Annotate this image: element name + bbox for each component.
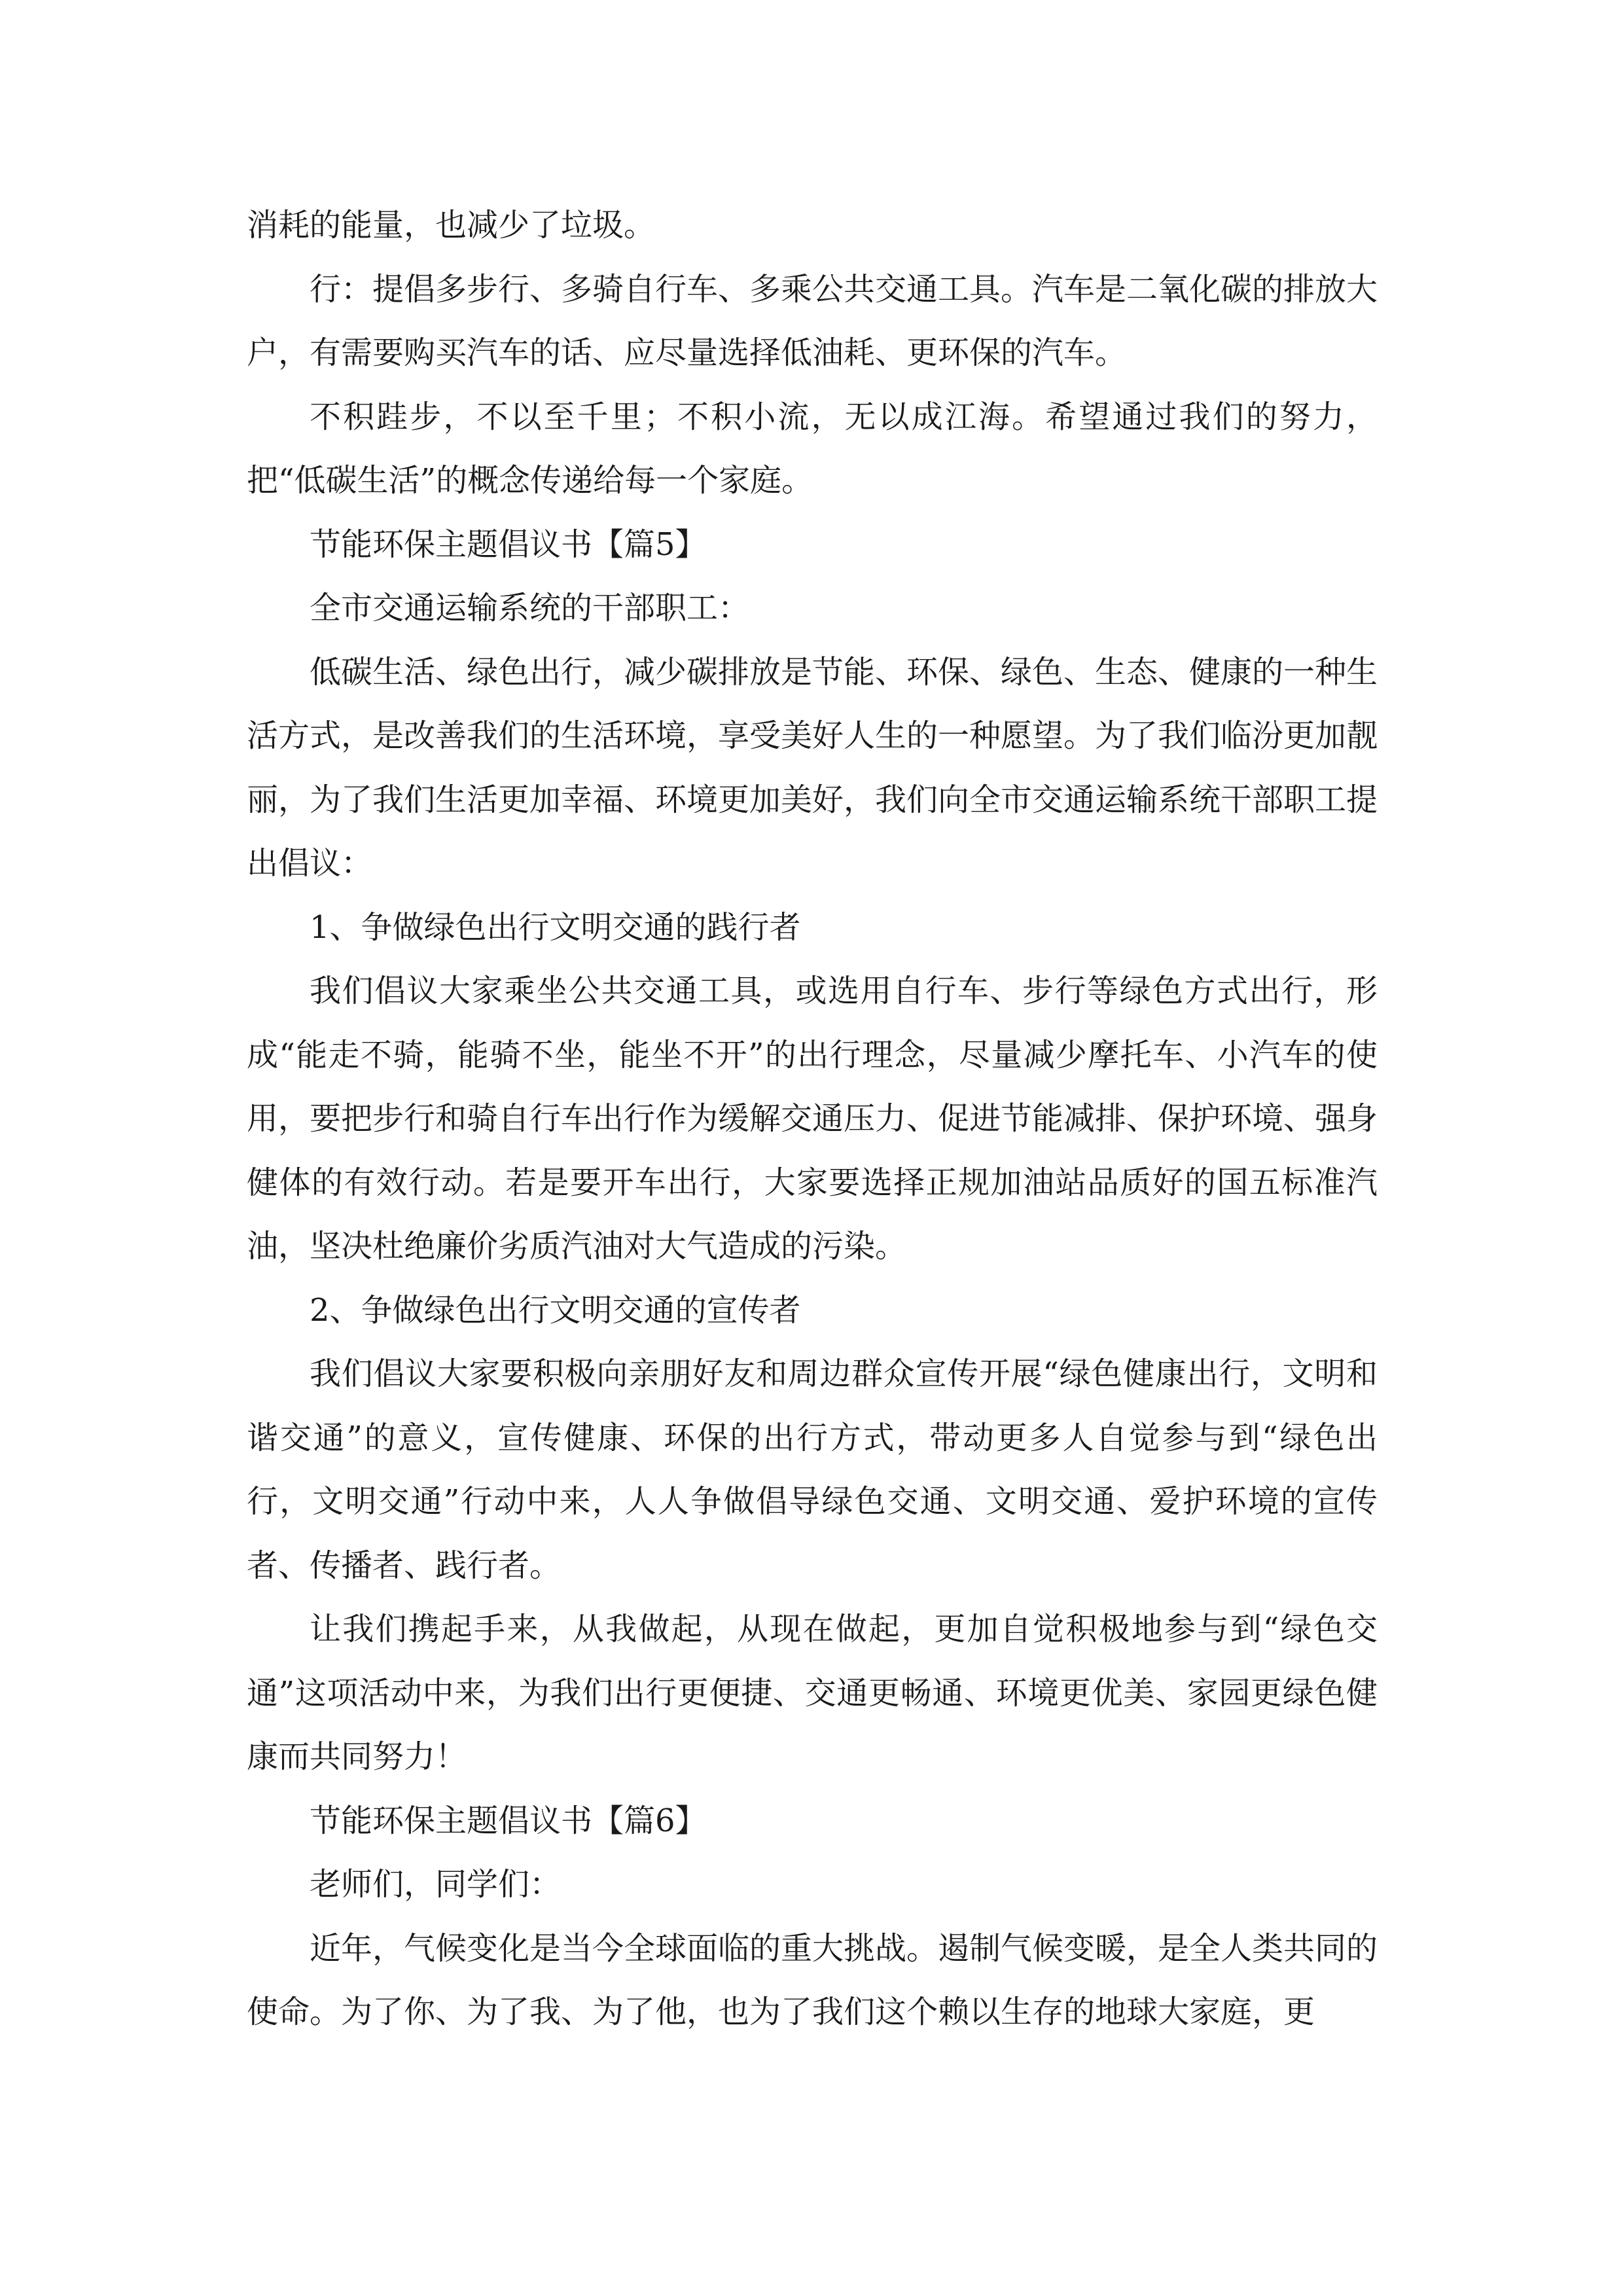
paragraph-continuation: 消耗的能量，也减少了垃圾。 <box>247 207 656 243</box>
salutation-5: 全市交通运输系统的干部职工： <box>310 590 750 626</box>
paragraph-travel: 行：提倡多步行、多骑自行车、多乘公共交通工具。汽车是二氧化碳的排放大户，有需要购买汽车的话、应尽量选择低油耗、更环保的汽车。 <box>247 270 1378 371</box>
section-heading-5: 节能环保主题倡议书【篇5】 <box>310 526 707 563</box>
salutation-6: 老师们，同学们： <box>310 1866 562 1903</box>
document-body <box>247 194 1378 2045</box>
paragraph-proposal-2: 我们倡议大家要积极向亲朋好友和周边群众宣传开展“绿色健康出行，文明和谐交通”的意义，宣传健康、环保的出行方式，带动更多人自觉参与到“绿色出行，文明交通”行动中来，人人争做倡导绿色交通、文明交通、爱护环境的宣传者、传播者、践行者。 <box>247 1355 1378 1584</box>
subheading-1: 1、争做绿色出行文明交通的践行者 <box>310 908 801 946</box>
subheading-2: 2、争做绿色出行文明交通的宣传者 <box>310 1291 801 1329</box>
paragraph-intro-6: 近年，气候变化是当今全球面临的重大挑战。遏制气候变暖，是全人类共同的使命。为了你、为了我、为了他，也为了我们这个赖以生存的地球大家庭，更 <box>247 1929 1378 2030</box>
paragraph-closing-quote: 不积跬步，不以至千里；不积小流，无以成江海。希望通过我们的努力，把“低碳生活”的概念传递给每一个家庭。 <box>247 398 1378 499</box>
paragraph-call-to-action: 让我们携起手来，从我做起，从现在做起，更加自觉积极地参与到“绿色交通”这项活动中来，为我们出行更便捷、交通更畅通、环境更优美、家园更绿色健康而共同努力！ <box>247 1611 1378 1775</box>
section-heading-6: 节能环保主题倡议书【篇6】 <box>310 1802 707 1839</box>
paragraph-proposal-1: 我们倡议大家乘坐公共交通工具，或选用自行车、步行等绿色方式出行，形成“能走不骑，能骑不坐，能坐不开”的出行理念，尽量减少摩托车、小汽车的使用，要把步行和骑自行车出行作为缓解交通压力、促进节能减排、保护环境、强身健体的有效行动。若是要开车出行，大家要选择正规加油站品质好的国五标准汽油，坚决杜绝廉价劣质汽油对大气造成的污染。 <box>247 973 1378 1265</box>
paragraph-intro-5: 低碳生活、绿色出行，减少碳排放是节能、环保、绿色、生态、健康的一种生活方式，是改善我们的生活环境，享受美好人生的一种愿望。为了我们临汾更加靓丽，为了我们生活更加幸福、环境更加美好，我们向全市交通运输系统干部职工提出倡议： <box>247 653 1378 882</box>
